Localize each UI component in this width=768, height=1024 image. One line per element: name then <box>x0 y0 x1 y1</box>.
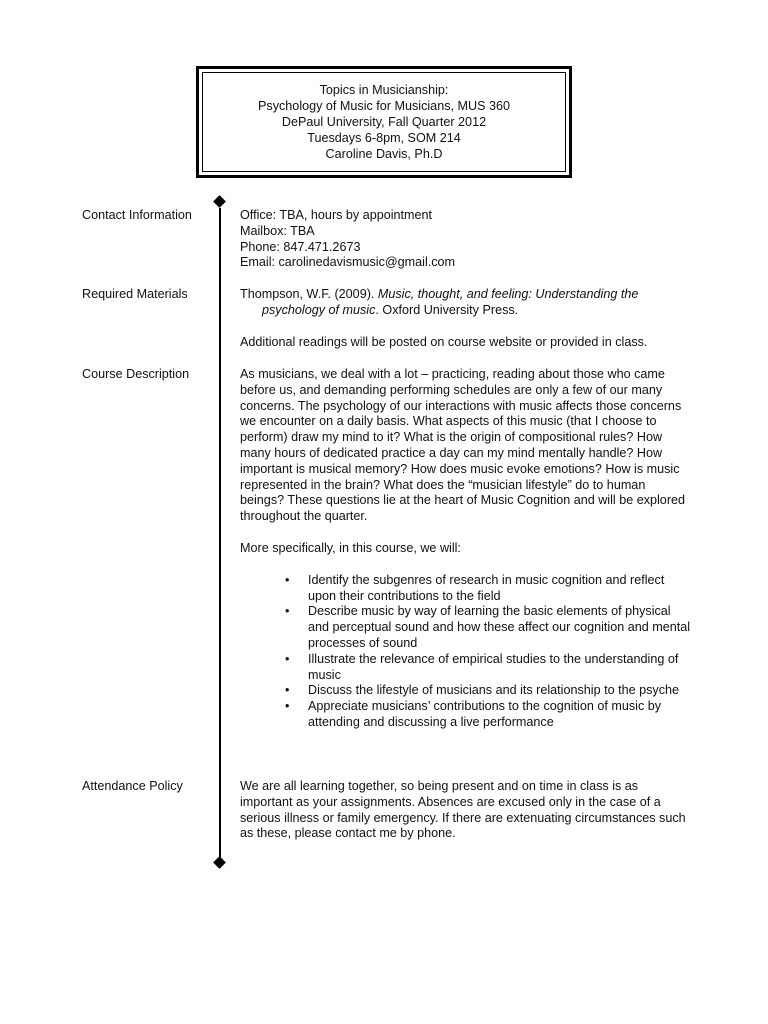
institution-term: DePaul University, Fall Quarter 2012 <box>281 115 487 129</box>
divider-top-diamond <box>213 195 226 208</box>
office-line: Office: TBA, hours by appointment <box>240 208 433 222</box>
additional-readings-note: Additional readings will be posted on course website or provided in class. <box>240 334 648 349</box>
learning-goal-item <box>240 683 692 699</box>
course-series-title: Topics in Musicianship: <box>319 83 449 97</box>
citation-authors: Thompson, W.F. (2009). <box>240 287 378 301</box>
learning-goal-text: Identify the subgenres of research in music cognition and reflect upon their contributions to the field <box>308 572 665 603</box>
learning-goal-item <box>240 604 692 651</box>
divider-bottom-diamond <box>213 856 226 869</box>
course-title-box-inner <box>202 72 566 172</box>
bullet-icon: • <box>285 651 290 666</box>
learning-goal-text: Illustrate the relevance of empirical studies to the understanding of music <box>308 651 679 682</box>
textbook-citation <box>240 287 692 319</box>
required-materials-label: Required Materials <box>82 287 188 301</box>
bullet-icon: • <box>285 699 290 714</box>
course-title: Psychology of Music for Musicians, MUS 360 <box>258 99 510 113</box>
citation-publisher: . Oxford University Press. <box>375 302 519 317</box>
required-materials-section <box>240 287 692 350</box>
contact-information-label: Contact Information <box>82 208 192 222</box>
contact-information-section <box>240 208 692 271</box>
learning-goal-item <box>240 699 692 731</box>
learning-goals-intro: More specifically, in this course, we will: <box>240 540 461 555</box>
learning-goal-item <box>240 573 692 605</box>
bullet-icon: • <box>285 683 290 698</box>
email-line: Email: carolinedavismusic@gmail.com <box>240 255 456 270</box>
course-description-label: Course Description <box>82 367 190 381</box>
mailbox-line: Mailbox: TBA <box>240 223 315 238</box>
course-title-box <box>196 66 572 178</box>
vertical-divider-rule <box>219 208 221 858</box>
learning-goal-text: Describe music by way of learning the basic elements of physical and perceptual sound and how these affect our cognition and mental processes of sound <box>308 604 691 650</box>
course-description-paragraph: As musicians, we deal with a lot – practicing, reading about those who came before us, and demanding performing schedules are only a few of our many concerns. The psychology of our interactions with music affects those concerns we encounter on a daily basis. What aspects of this music (that I choose to perform) draw my mind to it? What is the origin of compositional rules? How many hours of dedicated practice a day can my mind mentally handle? How important is musical memory? How does music evoke emotions? How is music represented in the brain? What does the “musician lifestyle” do to human beings? These questions lie at the heart of Music Cognition and will be explored throughout the quarter. <box>240 367 686 524</box>
meeting-time-location: Tuesdays 6-8pm, SOM 214 <box>307 131 461 145</box>
attendance-policy-paragraph: We are all learning together, so being present and on time in class is as important as your assignments. Absences are excused only in the case of a serious illness or family emergency. If there are extenuating circumstances such as these, please contact me by phone. <box>240 779 686 841</box>
bullet-icon: • <box>285 572 290 587</box>
attendance-policy-label: Attendance Policy <box>82 779 183 793</box>
learning-goal-item <box>240 652 692 684</box>
course-description-section <box>240 367 692 731</box>
learning-goal-text: Appreciate musicians’ contributions to the cognition of music by attending and discussing a live performance <box>308 699 662 729</box>
instructor-name: Caroline Davis, Ph.D <box>325 147 443 161</box>
attendance-policy-section <box>240 779 692 842</box>
learning-goal-text: Discuss the lifestyle of musicians and its relationship to the psyche <box>308 683 679 698</box>
bullet-icon: • <box>285 604 290 619</box>
citation-title: Music, thought, and feeling: Understanding the psychology of music <box>262 287 639 317</box>
learning-goals-list <box>240 573 692 731</box>
phone-line: Phone: 847.471.2673 <box>240 239 361 254</box>
